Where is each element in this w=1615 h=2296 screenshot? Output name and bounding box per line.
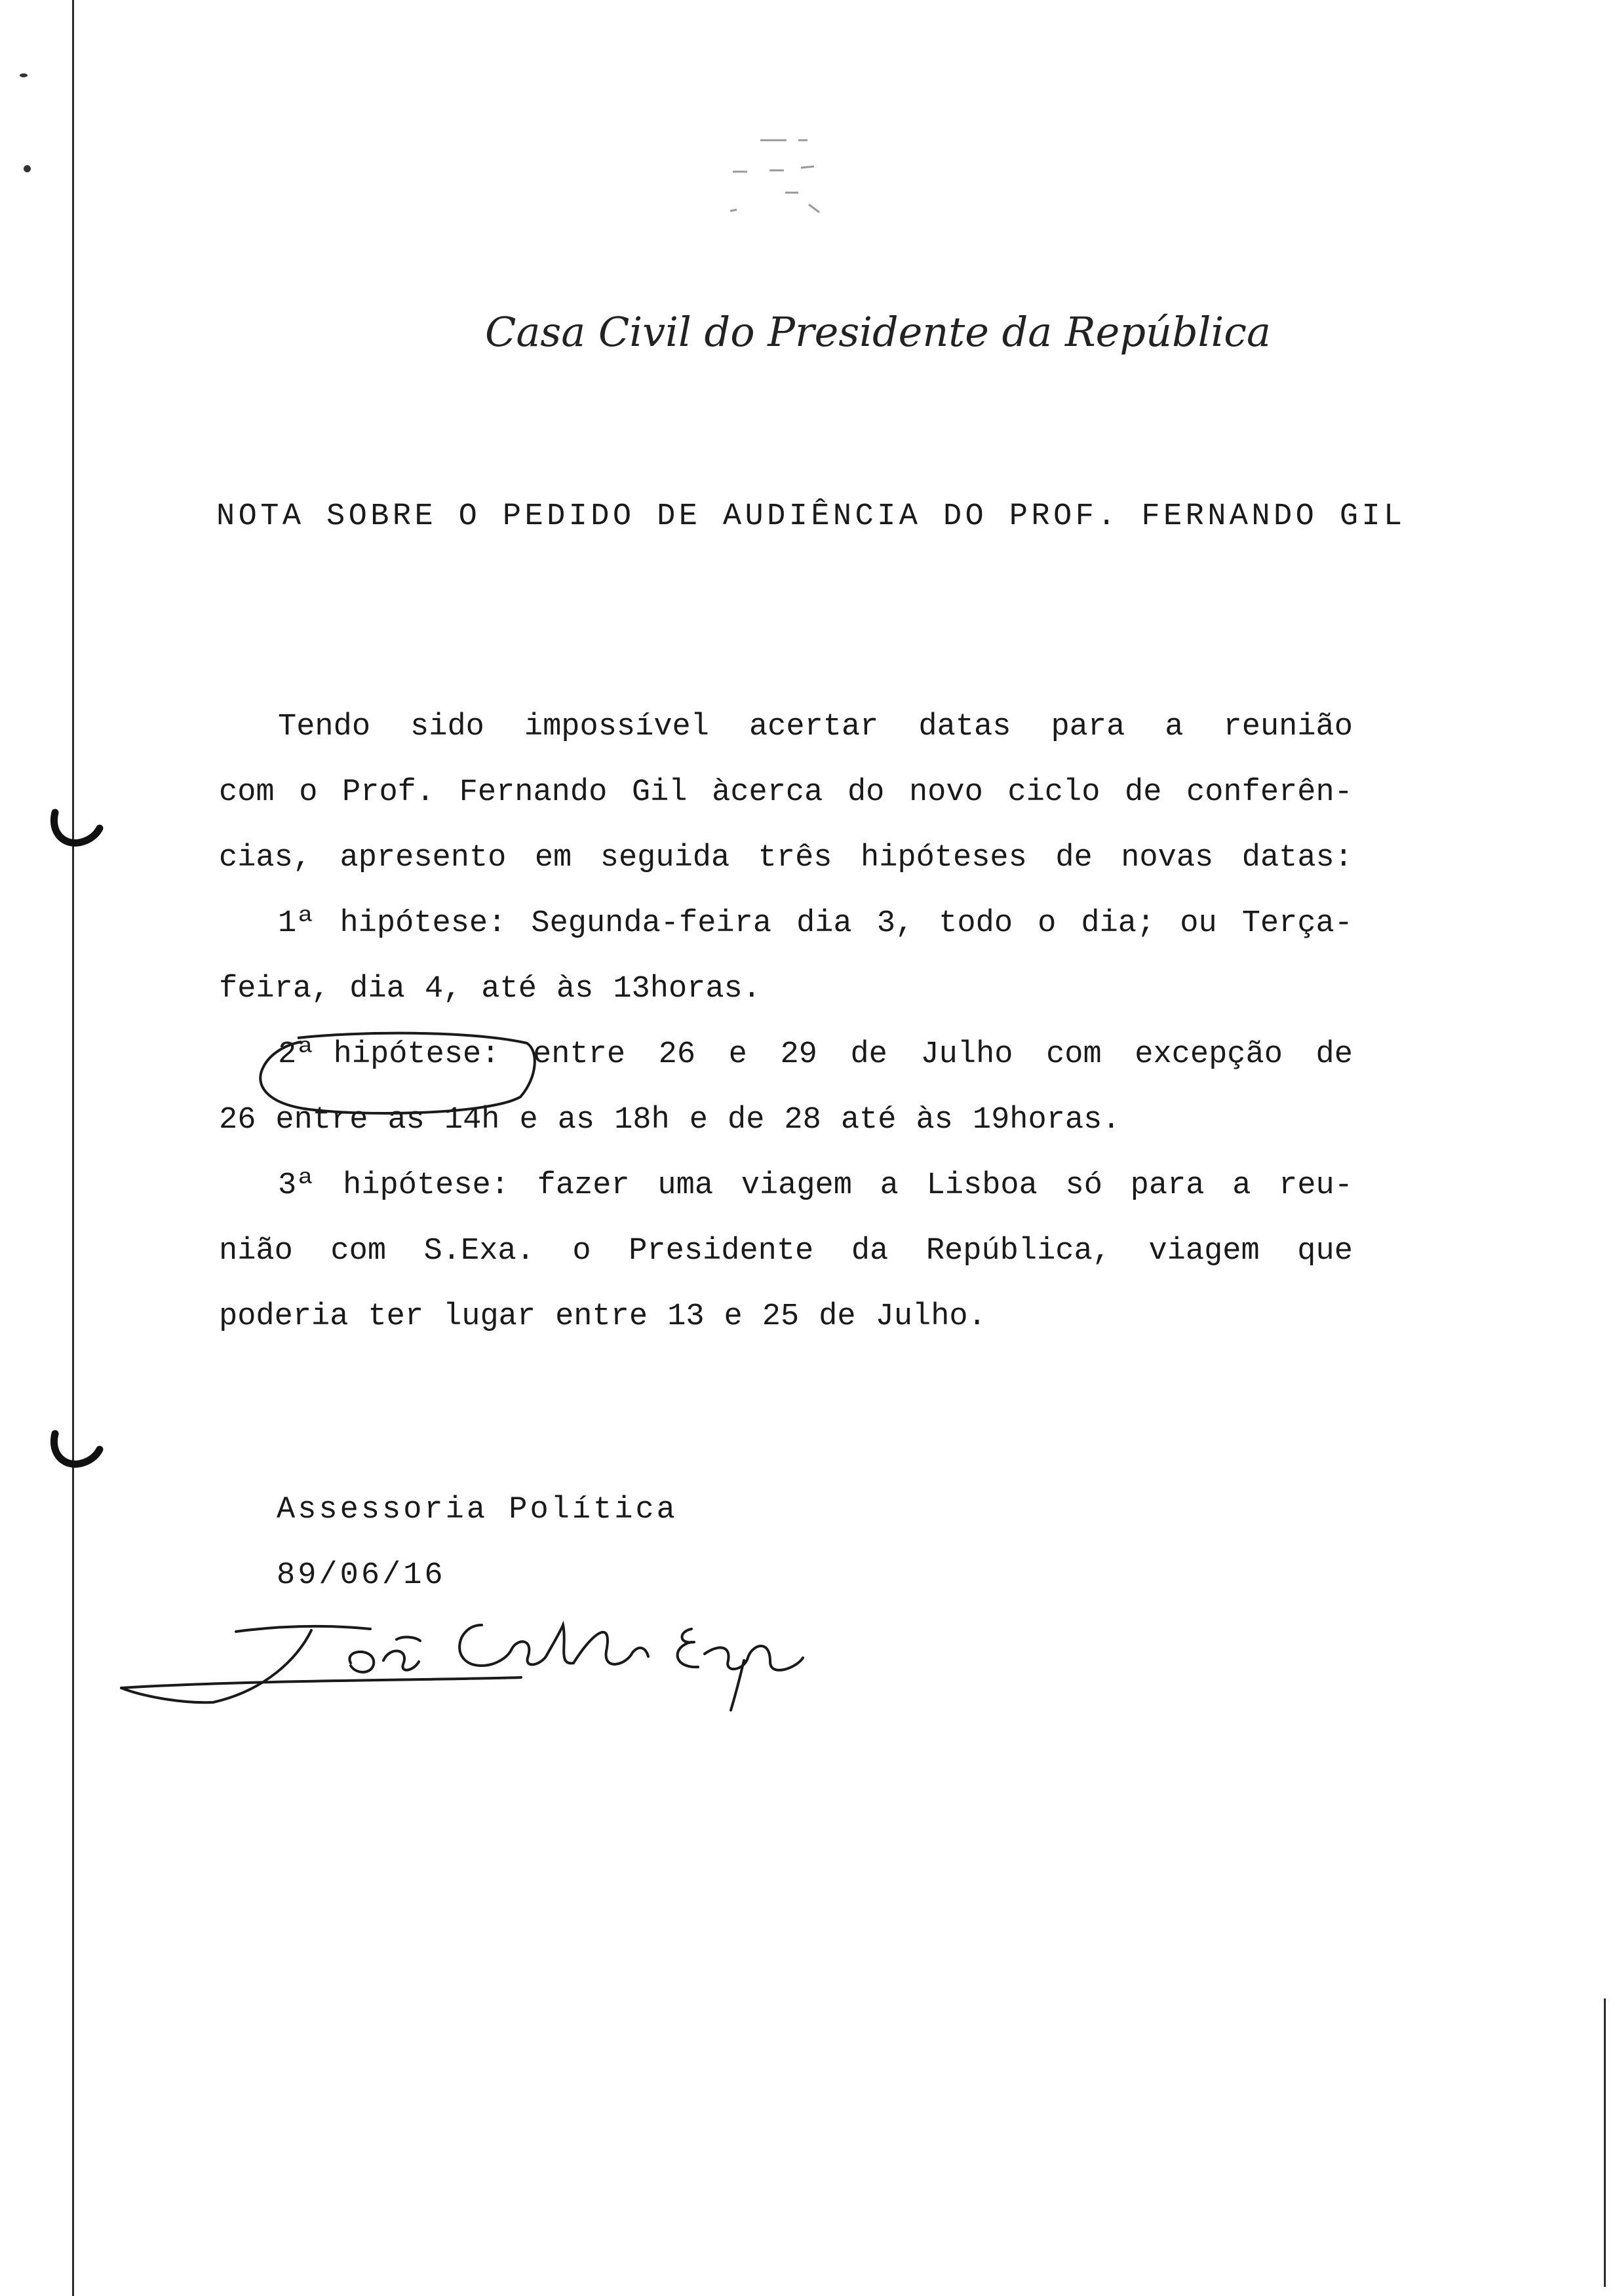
body-word: em	[534, 841, 572, 875]
circled-hypothesis-label: 2ª hipótese:	[278, 1022, 499, 1088]
body-word: 13	[667, 1299, 705, 1334]
body-word: Julho.	[875, 1299, 986, 1334]
body-word: ou	[1180, 906, 1217, 941]
body-word: apresento	[340, 841, 507, 875]
body-word: hipóteses	[860, 841, 1027, 875]
body-word: de	[1055, 841, 1093, 875]
body-word: sido	[410, 710, 484, 744]
body-word: novas	[1121, 841, 1214, 875]
body-word: dia	[349, 972, 405, 1006]
body-line	[219, 1088, 1353, 1153]
body-word: Fernando	[459, 775, 608, 810]
body-line	[219, 826, 1353, 891]
body-word: o	[1038, 906, 1057, 941]
body-line	[219, 1284, 1353, 1350]
document-title: NOTA SOBRE O PEDIDO DE AUDIÊNCIA DO PROF. FERNANDO GIL	[216, 499, 1406, 534]
body-word: datas:	[1241, 841, 1353, 875]
body-word: às	[556, 972, 594, 1006]
body-word: de	[1125, 775, 1162, 810]
body-word: entre	[533, 1037, 626, 1072]
body-word: lugar	[443, 1299, 536, 1334]
body-word: acertar	[749, 710, 879, 744]
handwritten-signature	[115, 1605, 809, 1717]
institution-header: Casa Civil do Presidente da República	[485, 308, 1271, 356]
body-word: hipótese:	[340, 906, 507, 941]
body-word: 26	[219, 1103, 256, 1138]
body-word: novo	[908, 775, 983, 810]
body-word: de	[819, 1299, 856, 1334]
body-word: só	[1065, 1168, 1102, 1203]
body-word: reu-	[1279, 1168, 1353, 1203]
body-word: S.Exa.	[423, 1234, 535, 1269]
body-word: impossível	[524, 710, 709, 744]
body-word: uma	[657, 1168, 714, 1203]
body-word: e	[689, 1103, 708, 1138]
body-word: Julho	[920, 1037, 1013, 1072]
body-line	[219, 760, 1353, 826]
body-word: Tendo	[278, 710, 371, 744]
body-word: fazer	[537, 1168, 630, 1203]
body-word: e	[724, 1299, 743, 1334]
body-word: a	[1232, 1168, 1251, 1203]
body-word: que	[1297, 1234, 1353, 1269]
body-line	[219, 957, 1353, 1022]
body-word: viagem	[1148, 1234, 1260, 1269]
body-word: de	[1315, 1037, 1353, 1072]
body-word: conferên-	[1186, 775, 1353, 810]
body-word: de	[727, 1103, 765, 1138]
body-word: às	[916, 1103, 953, 1138]
body-line	[219, 695, 1353, 760]
body-word: todo	[939, 906, 1013, 941]
body-word: 25	[762, 1299, 800, 1334]
scan-speck	[20, 73, 28, 77]
body-word: com	[1046, 1037, 1102, 1072]
body-word: dia	[796, 906, 852, 941]
body-word: o	[572, 1234, 591, 1269]
body-word: 19horas.	[972, 1103, 1121, 1138]
body-word: entre	[555, 1299, 648, 1334]
body-word: as	[387, 1103, 425, 1138]
body-word: reunião	[1223, 710, 1353, 744]
body-word: 1ª	[278, 906, 315, 941]
body-word: 3ª	[278, 1168, 315, 1203]
body-word: ter	[368, 1299, 424, 1334]
body-word: República,	[925, 1234, 1111, 1269]
body-word: Gil	[631, 775, 688, 810]
body-word: a	[1165, 710, 1184, 744]
body-word: poderia	[219, 1299, 349, 1334]
body-line	[219, 1153, 1353, 1219]
body-word: Prof.	[342, 775, 435, 810]
body-word: 3,	[876, 906, 914, 941]
body-word: datas	[918, 710, 1011, 744]
body-word: a	[880, 1168, 899, 1203]
body-word: até	[481, 972, 537, 1006]
body-word: cias,	[219, 841, 312, 875]
page-edge-line	[1604, 1999, 1606, 2287]
body-line	[219, 891, 1353, 957]
scan-speck	[24, 165, 31, 172]
body-word: 26	[658, 1037, 696, 1072]
body-word: àcerca	[712, 775, 823, 810]
body-word: da	[851, 1234, 889, 1269]
body-word: e	[728, 1037, 747, 1072]
punch-hole-mark	[46, 1428, 105, 1474]
body-line	[219, 1219, 1353, 1284]
body-word: ciclo	[1007, 775, 1100, 810]
body-word: com	[219, 775, 275, 810]
body-word: entre	[275, 1103, 368, 1138]
body-word: para	[1051, 710, 1125, 744]
body-word: 29	[780, 1037, 817, 1072]
faint-stamp-mark	[721, 131, 865, 223]
body-word: 28	[784, 1103, 821, 1138]
department-label: Assessoria Política	[277, 1493, 678, 1527]
memo-body	[219, 695, 1353, 1350]
body-word: para	[1130, 1168, 1205, 1203]
body-word: até	[840, 1103, 897, 1138]
body-word: seguida	[600, 841, 730, 875]
body-word: três	[758, 841, 832, 875]
body-word: Lisboa	[926, 1168, 1038, 1203]
body-word: Presidente	[629, 1234, 814, 1269]
body-word: de	[850, 1037, 887, 1072]
body-word: 18h	[614, 1103, 670, 1138]
body-word: viagem	[741, 1168, 852, 1203]
body-word: 4,	[424, 972, 462, 1006]
punch-hole-mark	[46, 807, 105, 853]
body-word: nião	[219, 1234, 293, 1269]
body-word: feira,	[219, 972, 330, 1006]
document-date: 89/06/16	[277, 1558, 446, 1593]
body-word: 13horas.	[613, 972, 761, 1006]
body-word: as	[557, 1103, 595, 1138]
body-word: hipótese:	[343, 1168, 509, 1203]
body-line	[219, 1022, 1353, 1088]
body-word: dia;	[1081, 906, 1156, 941]
body-word: Terça-	[1241, 906, 1353, 941]
body-word: 14h	[444, 1103, 500, 1138]
binding-edge-line	[72, 0, 74, 2296]
body-word: o	[299, 775, 318, 810]
body-word: excepção	[1135, 1037, 1283, 1072]
body-word: Segunda-feira	[531, 906, 772, 941]
body-word: com	[330, 1234, 387, 1269]
body-word: do	[847, 775, 885, 810]
body-word: e	[519, 1103, 538, 1138]
